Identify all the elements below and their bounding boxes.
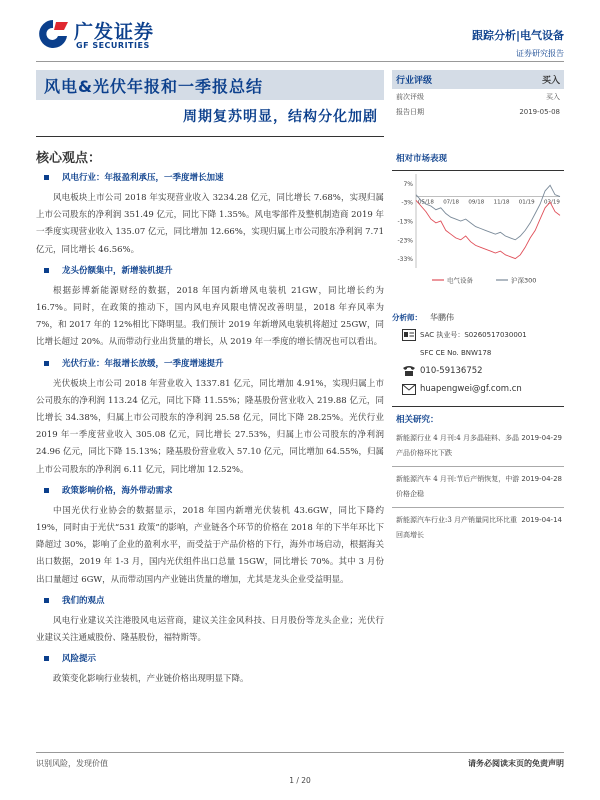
report-type: 证券研究报告: [516, 49, 564, 58]
header-divider: [36, 61, 564, 62]
related-item-date: 2019-04-28: [521, 475, 562, 483]
related-item-title: 新能源汽车行业:3 月产销量同比环比重回高增长: [396, 516, 518, 539]
x-tick-label: 05/18: [418, 199, 434, 206]
section-heading: 我们的观点: [44, 595, 384, 607]
section-heading: 风险提示: [44, 653, 384, 665]
x-tick-label: 09/18: [468, 199, 485, 206]
title-divider: [36, 136, 384, 137]
analyst-block: [392, 308, 564, 398]
market-title: 相对市场表现: [396, 154, 448, 164]
y-tick-label: -13%: [397, 218, 413, 226]
report-date-row: [392, 104, 564, 119]
section-paragraph: 风电板块上市公司 2018 年实现营业收入 3234.28 亿元，同比增长 7.68%，实现归属上市公司股东的净利润 351.49 亿元，同比下降 1.35%。风电零部件及整机制造商 2019 年一季度实现营业收入 135.07 亿元，同比增加 12.66%，实现归属上市公司股东净利润 7.71 亿元，同比增长 46.56%。: [36, 193, 384, 255]
footer-slogan: 识别风险，发现价值: [36, 759, 108, 768]
logo-mark-icon: [36, 18, 70, 50]
analyst-sac-row: [392, 326, 564, 344]
section-paragraph: 政策变化影响行业装机，产业链价格出现明显下降。: [53, 674, 249, 685]
related-item[interactable]: [392, 429, 564, 463]
id-card-icon: [392, 326, 420, 344]
related-item-date: 2019-04-29: [521, 434, 562, 442]
series-line-2: [416, 185, 560, 240]
legend-label: 电气设备: [447, 276, 473, 285]
analyst-name-row: [392, 308, 564, 326]
x-tick-label: 11/18: [493, 199, 510, 206]
logo-text-cn: 广发证券: [74, 21, 155, 43]
mail-icon: [392, 380, 420, 398]
related-item-title: 新能源行业 4 月刊:4 月多晶硅料、多晶产品价格环比下跌: [396, 434, 519, 457]
analyst-email[interactable]: huapengwei@gf.com.cn: [420, 384, 522, 394]
related-item-date: 2019-04-14: [521, 516, 562, 524]
analyst-sfc-row: [392, 344, 564, 362]
report-subtitle: 周期复苏明显，结构分化加剧: [183, 109, 378, 125]
section-paragraph: 光伏板块上市公司 2018 年营业收入 1337.81 亿元，同比增加 4.91%，实现归属上市公司股东的净利润 113.24 亿元，同比下降 11.55%；隆基股份营业收入 219.88 亿元，同比增长 34.38%，归属上市公司股东的净利润 25.58 亿元，同比下降 28.25%。光伏行业 2019 年一季度营业收入 305.08 亿元，同比增长 27.53%，归属上市公司股东的净利润 24.96 亿元，同比下降 15.13%；隆基股份营业收入 57.10 亿元，同比增加 64.55%，归属上市公司股东的净利润 6.11 亿元，同比增加 12.52%。: [36, 378, 385, 475]
header-meta: [472, 27, 564, 59]
section-heading: 光伏行业：年报增长放缓，一季度增速提升: [44, 358, 384, 370]
company-logo: [36, 14, 166, 54]
rating-band: [392, 70, 564, 89]
footer-disclaimer: 请务必阅读末页的免责声明: [468, 758, 564, 768]
section-paragraph: 风电行业建议关注港股风电运营商，建议关注金风科技、日月股份等龙头企业；光伏行业建议关注通威股份、隆基股份，福特斯等。: [36, 615, 384, 644]
related-item[interactable]: [392, 511, 564, 545]
prev-rating-value: 买入: [546, 92, 560, 101]
analyst-email-row: [392, 380, 564, 398]
relative-performance-chart: [392, 168, 564, 293]
analyst-label: 分析师：: [392, 312, 422, 322]
page-number: 1 / 20: [289, 776, 311, 785]
legend-label: 沪深300: [511, 276, 537, 285]
rating-label: 行业评级: [396, 76, 433, 86]
section-paragraph: 根据彭博新能源财经的数据，2018 年国内新增风电装机 21GW，同比增长约为 16.7%。同时，在政策的推动下，国内风电弃风限电情况改善明显，2018 年弃风率为 7%，和 2017 年的 12%相比下降明显。我们预计 2019 年新增风电装机将超过 25GW，同比增长超过 20%。从而带动行业出货量的增长，从 2019 年一季度的增长情况也可以看出。: [36, 285, 384, 348]
y-tick-label: 7%: [403, 180, 413, 188]
rating-value: 买入: [541, 76, 560, 86]
analyst-sfc: SFC CE No. BNW178: [420, 349, 492, 357]
related-item[interactable]: [392, 470, 564, 504]
analyst-phone: 010-59136752: [420, 366, 483, 376]
related-heading: 相关研究：: [396, 415, 439, 425]
footer-divider: [36, 752, 564, 753]
report-category: 跟踪分析|电气设备: [471, 29, 564, 42]
x-tick-label: 03/19: [544, 199, 560, 206]
prev-rating-row: [392, 89, 564, 104]
y-tick-label: -23%: [397, 237, 413, 245]
section-heading: 龙头份额集中，新增装机提升: [44, 265, 384, 277]
section-heading: 政策影响价格，海外带动需求: [44, 485, 384, 497]
report-title: 风电&光伏年报和一季报总结: [44, 77, 263, 96]
related-item-title: 新能源汽车 4 月刊:节后产销恢复，中游价格企稳: [396, 475, 520, 498]
main-body: [36, 172, 384, 690]
related-research: [392, 406, 564, 545]
logo-text-en: GF SECURITIES: [76, 41, 150, 50]
y-tick-label: -33%: [397, 256, 413, 264]
section-paragraph: 中国光伏行业协会的数据显示，2018 年国内新增光伏装机 43.6GW，同比下降约 19%，同时由于光伏“531 政策”的影响，产业链各个环节的价格在 2018 年的下半年环比下降超过 30%，影响了企业的盈利水平，而受益于产品价格的下行，海外市场启动，根据海关出口数据，2019 年 1-3 月，国内光伏组件出口总量 15GW，同比增长 70%。其中 3 月份出口量超过 6GW，从而带动国内产业链出货量的增加，尤其是龙头企业受益明显。: [36, 505, 384, 585]
page-header: [0, 0, 600, 62]
phone-icon: [392, 362, 420, 380]
report-date-value: 2019-05-08: [519, 107, 560, 116]
prev-rating-label: 前次评级: [396, 92, 424, 101]
analyst-phone-row: [392, 362, 564, 380]
x-tick-label: 07/18: [443, 199, 460, 206]
report-date-label: 报告日期: [396, 107, 424, 116]
y-tick-label: -3%: [401, 199, 413, 207]
core-views-label: 核心观点：: [36, 151, 102, 166]
analyst-sac: SAC 执业号：S0260517030001: [420, 331, 527, 339]
section-heading: 风电行业：年报盈利承压，一季度增长加速: [44, 172, 384, 184]
sidebar: [392, 70, 564, 171]
analyst-name: 华鹏伟: [430, 312, 454, 322]
x-tick-label: 01/19: [518, 199, 535, 206]
